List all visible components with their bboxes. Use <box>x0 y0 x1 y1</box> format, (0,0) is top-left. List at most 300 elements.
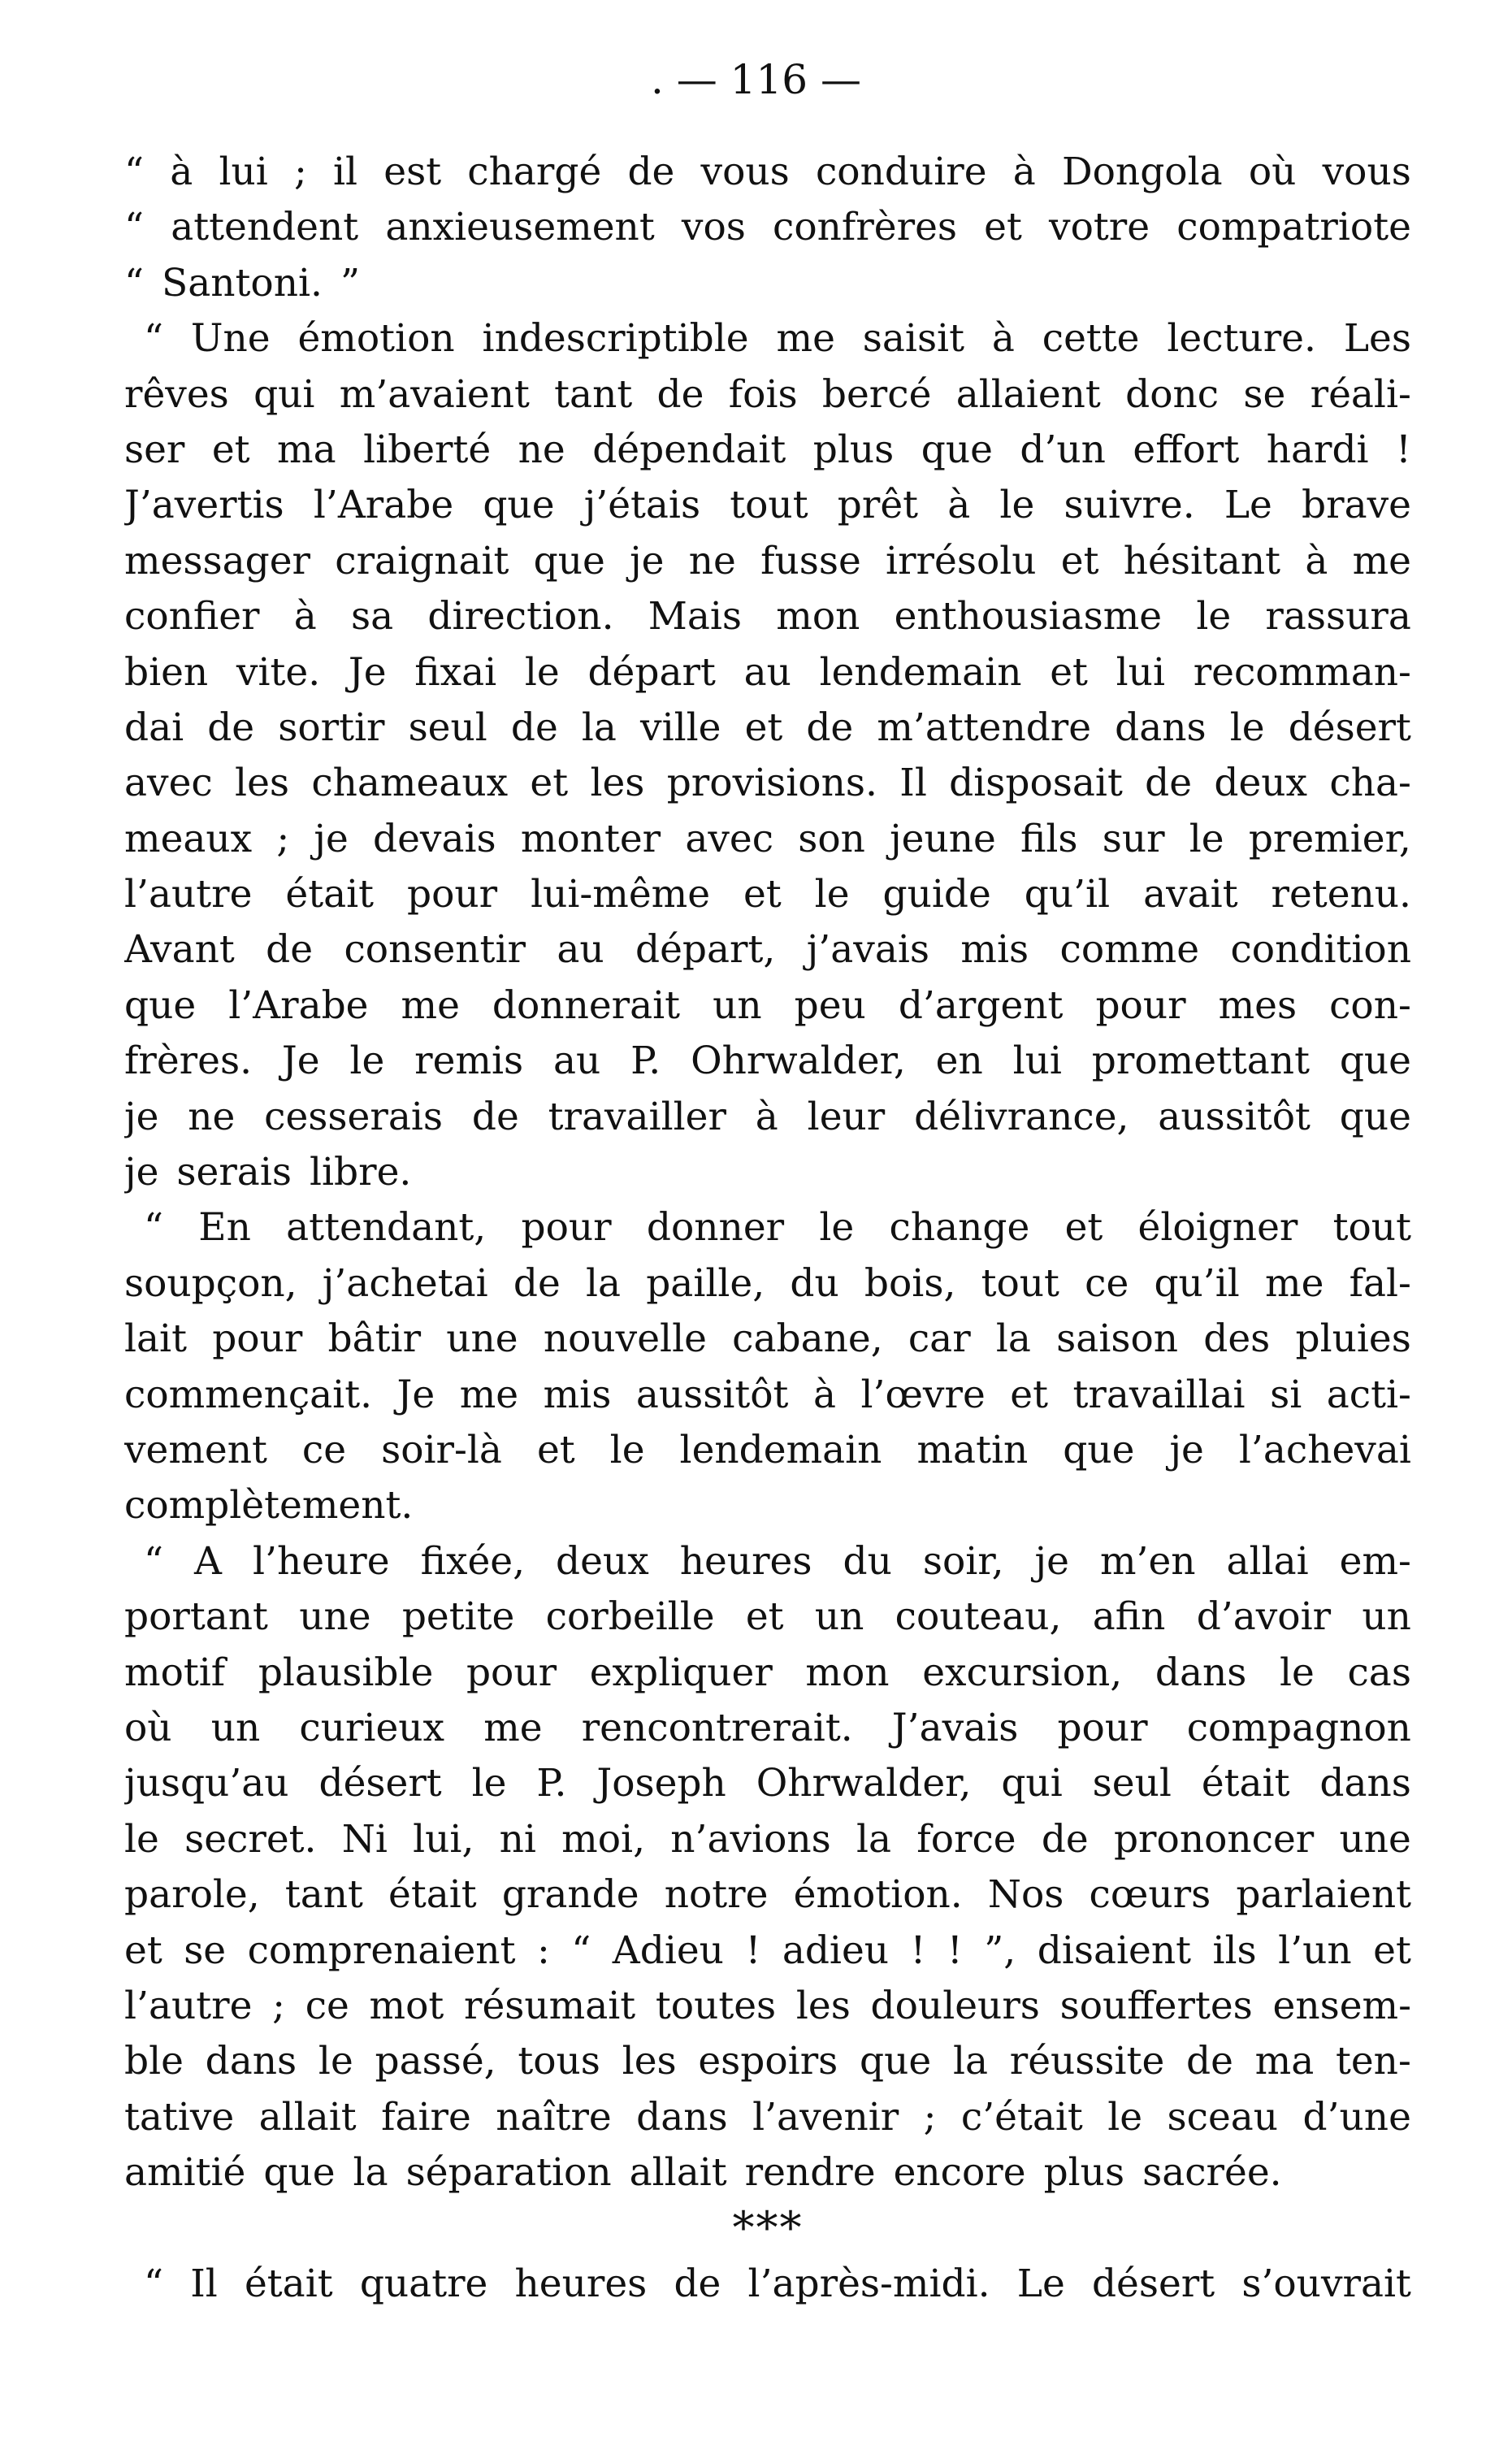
word: me <box>1265 1260 1324 1306</box>
word: je <box>314 816 349 861</box>
word: Les <box>1343 316 1411 362</box>
word: toutes <box>655 1983 777 2028</box>
word: que <box>1339 1039 1411 1084</box>
word: ni <box>499 1816 536 1862</box>
word: rendre <box>744 2150 876 2196</box>
word: et <box>1373 1927 1411 1973</box>
word: la <box>353 2150 388 2196</box>
word: comme <box>1059 927 1200 973</box>
word: délivrance, <box>914 1094 1129 1139</box>
word: travailler <box>548 1094 726 1139</box>
word: je <box>124 1094 159 1139</box>
word: de <box>627 150 675 194</box>
word: ensem- <box>1272 1983 1411 2028</box>
word: commençait. <box>124 1372 373 1417</box>
word: Le <box>1224 483 1272 528</box>
word: et <box>1010 1372 1048 1417</box>
word: ; <box>293 150 307 194</box>
word: excursion, <box>922 1650 1123 1695</box>
word: à <box>755 1094 778 1139</box>
text-line <box>124 589 1411 644</box>
word: ! <box>947 1927 963 1973</box>
word: lait <box>124 1316 187 1362</box>
word: se <box>184 1927 227 1973</box>
word: tout <box>730 483 808 528</box>
word: nouvelle <box>543 1316 707 1362</box>
word: d’argent <box>898 982 1064 1028</box>
word: le <box>318 2039 353 2084</box>
text-line <box>124 922 1411 978</box>
text-line <box>124 1646 1411 1701</box>
text-line <box>124 978 1411 1034</box>
word: seul <box>1092 1761 1172 1806</box>
word: désert <box>318 1761 442 1806</box>
word: frères. <box>124 1039 253 1084</box>
word: avait <box>1143 872 1238 917</box>
word: et <box>1060 538 1099 583</box>
word: d’un <box>1020 427 1106 472</box>
word: travaillai <box>1072 1372 1246 1417</box>
word: disaient <box>1037 1927 1191 1973</box>
word: hésitant <box>1123 538 1281 583</box>
word: fal- <box>1349 1260 1411 1306</box>
word: Mais <box>648 594 743 640</box>
word: “ <box>571 1927 591 1973</box>
text-line <box>124 867 1411 922</box>
word: le <box>814 872 850 917</box>
word: leur <box>807 1094 886 1139</box>
word: aussitôt <box>1158 1094 1311 1139</box>
word: paille, <box>646 1260 765 1306</box>
word: allaient <box>955 371 1101 417</box>
word: de <box>513 1260 561 1306</box>
word: au <box>743 649 791 695</box>
word: il <box>333 150 358 194</box>
word: heures <box>679 1538 812 1584</box>
word: l’après-midi. <box>747 2261 990 2306</box>
word: j’achetai <box>322 1260 488 1306</box>
word: lendemain <box>679 1427 882 1472</box>
word: mon <box>805 1650 890 1695</box>
word: ! <box>910 1927 926 1973</box>
word: mot <box>369 1983 444 2028</box>
word: Ni <box>341 1816 388 1862</box>
page-number: . — 116 — <box>650 56 861 103</box>
word: un <box>814 1594 864 1640</box>
word: J’avertis <box>124 483 284 528</box>
word: était <box>244 2261 333 2306</box>
word: “ <box>124 205 145 250</box>
word: qu’il <box>1024 872 1111 917</box>
word: le <box>124 1816 159 1862</box>
word: sceau <box>1167 2094 1279 2140</box>
word: brave <box>1302 483 1411 528</box>
word: bois, <box>864 1260 956 1306</box>
word: motif <box>124 1650 226 1695</box>
word: peu <box>794 982 866 1028</box>
word: pour <box>407 872 498 917</box>
word: compagnon <box>1186 1705 1411 1750</box>
word: ! <box>1396 427 1411 472</box>
word: souffertes <box>1059 1983 1253 2028</box>
word: l’heure <box>252 1538 390 1584</box>
word: lendemain <box>819 649 1022 695</box>
word: sa <box>351 594 394 640</box>
word: hardi <box>1266 427 1369 472</box>
word: cesserais <box>264 1094 444 1139</box>
word: me <box>459 1372 519 1417</box>
word: un <box>1362 1594 1411 1640</box>
word: l’un <box>1278 1927 1352 1973</box>
word: tous <box>518 2039 600 2084</box>
word: indescriptible <box>482 316 749 362</box>
word: à <box>293 594 317 640</box>
word: parole, <box>124 1872 260 1918</box>
word: deux <box>556 1538 649 1584</box>
word: ”, <box>984 1927 1016 1973</box>
word: était <box>388 1872 477 1918</box>
word: naître <box>496 2094 612 2140</box>
word: ce <box>301 1427 347 1472</box>
word: que <box>263 2150 336 2196</box>
text-line <box>124 200 1411 255</box>
word: est <box>383 150 442 194</box>
word: direction. <box>427 594 614 640</box>
word: A <box>194 1538 222 1584</box>
text-line <box>124 1423 1411 1478</box>
word: à <box>947 483 971 528</box>
text-line <box>124 1701 1411 1756</box>
word: sur <box>1102 816 1165 861</box>
word: j’avais <box>806 927 929 973</box>
word: rêves <box>124 371 229 417</box>
word: sortir <box>278 705 385 750</box>
word: messager <box>124 538 311 583</box>
word: ; <box>272 1983 285 2028</box>
word: remis <box>414 1039 524 1084</box>
word: Ohrwalder, <box>756 1761 972 1806</box>
word: de <box>207 705 255 750</box>
word: la <box>952 2039 988 2084</box>
word: fois <box>728 371 798 417</box>
word: la <box>856 1816 892 1862</box>
word: ; <box>276 816 290 861</box>
word: si <box>1270 1372 1302 1417</box>
word: craignait <box>335 538 509 583</box>
word: tout <box>981 1260 1059 1306</box>
word: Le <box>1016 2261 1065 2306</box>
word: dans <box>205 2039 297 2084</box>
word: le <box>999 483 1035 528</box>
word: donner <box>646 1205 785 1251</box>
word: de <box>1041 1816 1089 1862</box>
word: dans <box>1155 1650 1247 1695</box>
word: plus <box>812 427 895 472</box>
word: ce <box>1085 1260 1129 1306</box>
word: que <box>483 483 555 528</box>
word: secret. <box>184 1816 317 1862</box>
word: mon <box>776 594 860 640</box>
word: réali- <box>1310 371 1411 417</box>
word: tative <box>124 2094 235 2140</box>
word: ils <box>1212 1927 1257 1973</box>
word: je <box>1169 1427 1204 1472</box>
word: disposait <box>949 761 1123 806</box>
word: donc <box>1125 371 1220 417</box>
text-line <box>124 1034 1411 1089</box>
word: effort <box>1133 427 1240 472</box>
word: à <box>1305 538 1328 583</box>
word: chargé <box>467 150 602 194</box>
text-line <box>124 1923 1411 1979</box>
word: je <box>630 538 665 583</box>
word: jeune <box>890 816 996 861</box>
word: amitié <box>124 2150 246 2196</box>
word: : <box>536 1927 550 1973</box>
word: c’était <box>960 2094 1083 2140</box>
word: condition <box>1230 927 1411 973</box>
word: ; <box>923 2094 937 2140</box>
word: le <box>1196 594 1232 640</box>
word: les <box>590 761 645 806</box>
word: du <box>790 1260 839 1306</box>
word: “ <box>144 1538 164 1584</box>
word: l’Arabe <box>228 982 369 1028</box>
word: les <box>795 1983 851 2028</box>
word: Avant <box>124 927 235 973</box>
text-line <box>124 1200 1411 1255</box>
word: lui <box>219 150 268 194</box>
word: fils <box>1020 816 1078 861</box>
word: rencontrerait. <box>581 1705 853 1750</box>
word: “ <box>144 2261 164 2306</box>
text-line <box>124 2257 1411 2312</box>
word: prononcer <box>1113 1816 1315 1862</box>
word: encore <box>893 2150 1026 2196</box>
word: le <box>471 1761 507 1806</box>
word: En <box>198 1205 251 1251</box>
word: au <box>557 927 604 973</box>
word: monter <box>520 816 661 861</box>
word: prêt <box>837 483 919 528</box>
word: Santoni. <box>162 260 323 306</box>
word: anxieusement <box>385 205 655 250</box>
word: pour <box>521 1205 612 1251</box>
word: me <box>401 982 460 1028</box>
word: j’étais <box>583 483 701 528</box>
word: afin <box>1092 1594 1166 1640</box>
word: Une <box>190 316 271 362</box>
word: je <box>124 1150 159 1195</box>
text-line <box>124 1979 1411 2034</box>
word: d’avoir <box>1196 1594 1332 1640</box>
word: “ <box>144 1205 164 1251</box>
word: dans <box>636 2094 728 2140</box>
word: l’autre <box>124 1983 253 2028</box>
word: pour <box>1057 1705 1148 1750</box>
word: le <box>524 649 560 695</box>
text-line <box>124 1256 1411 1312</box>
word: dans <box>1115 705 1207 750</box>
text-line <box>124 812 1411 867</box>
text-line <box>124 756 1411 811</box>
word: ce <box>305 1983 349 2028</box>
word: fixai <box>414 649 497 695</box>
word: son <box>798 816 865 861</box>
word: au <box>553 1039 601 1084</box>
word: de <box>266 927 314 973</box>
word: à <box>812 1372 836 1417</box>
text-line <box>124 423 1411 478</box>
word: allait <box>258 2094 357 2140</box>
word: P. <box>536 1761 567 1806</box>
text-line <box>124 1478 1411 1533</box>
word: seul <box>408 705 487 750</box>
word: Adieu <box>612 1927 724 1973</box>
word: dépendait <box>592 427 786 472</box>
word: était <box>285 872 375 917</box>
word: à <box>1012 150 1036 194</box>
word: saisit <box>862 316 964 362</box>
word: Dongola <box>1061 150 1223 194</box>
word: liberté <box>363 427 492 472</box>
word: qui <box>253 371 315 417</box>
word: et <box>745 1594 784 1640</box>
word: lui-même <box>531 872 711 917</box>
text-line <box>124 1756 1411 1811</box>
word: pour <box>212 1316 303 1362</box>
word: des <box>1203 1316 1271 1362</box>
word: allait <box>629 2150 727 2196</box>
word: ne <box>518 427 565 472</box>
word: pluies <box>1295 1316 1411 1362</box>
word: ser <box>124 427 185 472</box>
word: “ <box>144 316 164 362</box>
word: m’en <box>1099 1538 1196 1584</box>
word: et <box>984 205 1022 250</box>
text-line <box>124 534 1411 589</box>
word: petite <box>401 1594 515 1640</box>
word: Nos <box>987 1872 1064 1918</box>
word: et <box>536 1427 575 1472</box>
text-line <box>124 1368 1411 1423</box>
body-text <box>124 145 1411 2312</box>
word: et <box>1050 649 1088 695</box>
word: chameaux <box>311 761 509 806</box>
word: lui <box>1116 649 1165 695</box>
text-line <box>124 1534 1411 1589</box>
text-line <box>124 478 1411 533</box>
word: parlaient <box>1236 1872 1411 1918</box>
word: cas <box>1347 1650 1411 1695</box>
word: lecture. <box>1167 316 1316 362</box>
word: éloigner <box>1137 1205 1298 1251</box>
word: et <box>744 705 783 750</box>
word: une <box>446 1316 518 1362</box>
word: le <box>1279 1650 1315 1695</box>
word: tant <box>284 1872 363 1918</box>
word: P. <box>630 1039 661 1084</box>
word: un <box>713 982 762 1028</box>
word: m’avaient <box>339 371 530 417</box>
word: heures <box>514 2261 648 2306</box>
word: se <box>1243 371 1286 417</box>
word: que <box>921 427 993 472</box>
word: premier, <box>1248 816 1411 861</box>
word: et <box>743 872 782 917</box>
word: suivre. <box>1064 483 1195 528</box>
word: soir-là <box>381 1427 502 1472</box>
word: rassura <box>1265 594 1411 640</box>
word: de <box>674 2261 721 2306</box>
text-line <box>124 1090 1411 1145</box>
word: du <box>843 1538 892 1584</box>
word: saison <box>1056 1316 1179 1362</box>
word: faire <box>381 2094 471 2140</box>
word: con- <box>1329 982 1411 1028</box>
word: ville <box>640 705 721 750</box>
word: émotion <box>297 316 455 362</box>
word: couteau, <box>895 1594 1062 1640</box>
word: recomman- <box>1193 649 1411 695</box>
word: devais <box>372 816 496 861</box>
word: lui <box>1012 1039 1062 1084</box>
word: promettant <box>1091 1039 1310 1084</box>
word: réussite <box>1009 2039 1165 2084</box>
word: ” <box>340 260 360 306</box>
word: car <box>908 1316 971 1362</box>
word: comprenaient <box>247 1927 516 1973</box>
word: l’avenir <box>752 2094 899 2140</box>
word: meaux <box>124 816 253 861</box>
word: plus <box>1043 2150 1125 2196</box>
text-line <box>124 1145 1411 1200</box>
word: résumait <box>464 1983 636 2028</box>
word: dai <box>124 705 184 750</box>
word: complètement. <box>124 1483 414 1529</box>
word: m’attendre <box>877 705 1092 750</box>
word: irrésolu <box>886 538 1037 583</box>
word: le <box>349 1039 385 1084</box>
word: une <box>299 1594 371 1640</box>
text-line <box>124 645 1411 700</box>
word: le <box>609 1427 645 1472</box>
word: allai <box>1226 1538 1309 1584</box>
word: que <box>533 538 605 583</box>
word: de <box>806 705 854 750</box>
section-separator <box>124 2201 1411 2256</box>
word: un <box>210 1705 261 1750</box>
word: séparation <box>405 2150 612 2196</box>
text-line <box>124 2034 1411 2089</box>
word: de <box>1145 761 1193 806</box>
word: vous <box>700 150 790 194</box>
text-line <box>124 145 1411 200</box>
word: Ohrwalder, <box>691 1039 906 1084</box>
word: “ <box>124 260 145 306</box>
word: mes <box>1218 982 1298 1028</box>
word: qu’il <box>1154 1260 1240 1306</box>
word: curieux <box>299 1705 445 1750</box>
word: lui, <box>413 1816 474 1862</box>
word: douleurs <box>870 1983 1040 2028</box>
word: tant <box>554 371 633 417</box>
word: les <box>622 2039 677 2084</box>
word: la <box>995 1316 1031 1362</box>
word: ma <box>277 427 336 472</box>
word: acti- <box>1326 1372 1411 1417</box>
text-line <box>124 256 1411 311</box>
